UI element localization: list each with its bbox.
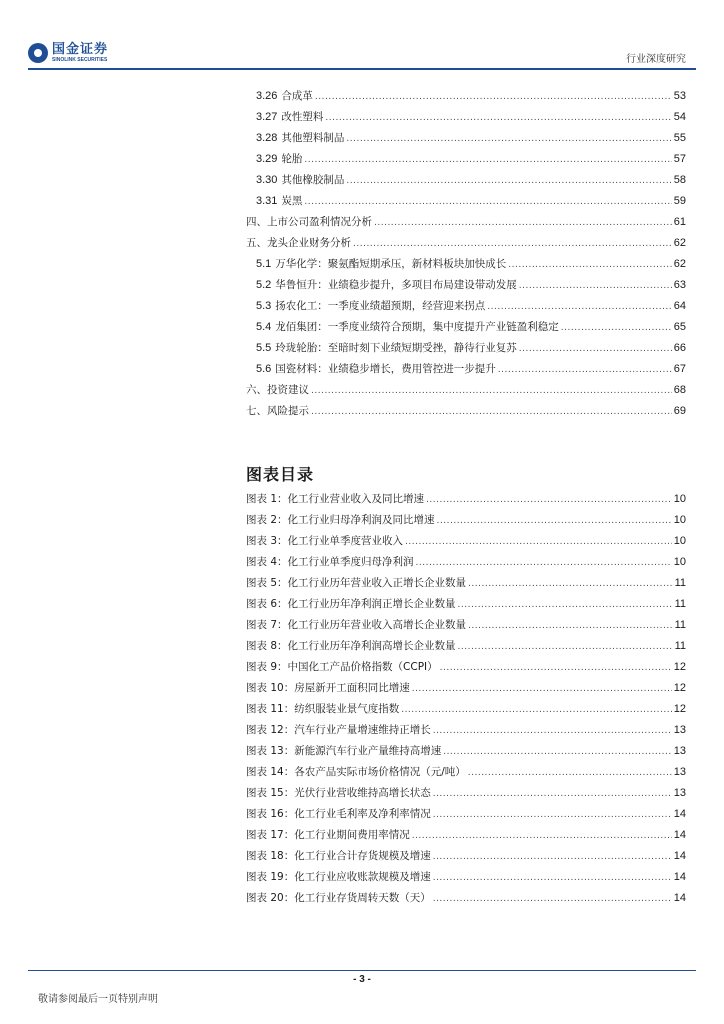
- figure-entry-title: [246, 848, 431, 863]
- toc-entry-title: [256, 340, 517, 355]
- toc-entry[interactable]: [246, 151, 686, 172]
- toc-entry-number: 3.28: [256, 132, 278, 144]
- figure-entry[interactable]: [246, 491, 686, 512]
- figure-entry[interactable]: [246, 554, 686, 575]
- dot-leader: [433, 787, 672, 799]
- page-reference: 11: [674, 640, 686, 652]
- figure-entry[interactable]: [246, 785, 686, 806]
- dot-leader: [443, 745, 672, 757]
- toc-entry-text: 玲珑轮胎：至暗时刻下业绩短期受挫，静待行业复苏: [275, 342, 517, 354]
- page-reference: 59: [673, 195, 686, 207]
- page-reference: 10: [673, 556, 686, 568]
- figure-entry-label: 图表 4：: [246, 556, 288, 568]
- figure-entry-title: [246, 491, 424, 506]
- page-reference: 10: [673, 535, 686, 547]
- logo-icon: [28, 43, 48, 63]
- figure-entry[interactable]: [246, 827, 686, 848]
- page-reference: 58: [673, 174, 686, 186]
- page-reference: 11: [674, 577, 686, 589]
- figure-entry-title: [246, 659, 438, 674]
- figure-entry-text: 化工行业历年营业收入高增长企业数量: [287, 619, 467, 631]
- page-reference: 61: [673, 216, 686, 228]
- dot-leader: [346, 174, 671, 186]
- page-reference: 11: [674, 619, 686, 631]
- dot-leader: [426, 493, 672, 505]
- figure-entry-label: 图表 14：: [246, 766, 295, 778]
- figure-entry[interactable]: [246, 680, 686, 701]
- page-reference: 13: [673, 745, 686, 757]
- page-reference: 10: [673, 493, 686, 505]
- toc-entry-number: 5.2: [256, 279, 272, 291]
- figure-entry-title: [246, 764, 466, 779]
- figure-entry[interactable]: [246, 701, 686, 722]
- page-reference: 57: [673, 153, 686, 165]
- page-reference: 67: [673, 363, 686, 375]
- toc-entry[interactable]: [246, 361, 686, 382]
- toc-entry[interactable]: [246, 277, 686, 298]
- figure-entry-label: 图表 20：: [246, 892, 295, 904]
- toc-entry-title: [256, 151, 302, 166]
- dot-leader: [311, 405, 672, 417]
- company-logo: [28, 40, 108, 66]
- figure-entry-label: 图表 8：: [246, 640, 288, 652]
- dot-leader: [325, 111, 671, 123]
- toc-entry-title: [256, 193, 302, 208]
- figure-entry[interactable]: [246, 869, 686, 890]
- figure-entry-text: 化工行业合计存货规模及增速: [294, 850, 431, 862]
- figure-entry-text: 房屋新开工面积同比增速: [294, 682, 410, 694]
- page-reference: 55: [673, 132, 686, 144]
- figure-entry-text: 化工行业应收账款规模及增速: [294, 871, 431, 883]
- toc-entry-title: [246, 382, 309, 397]
- figures-list: [246, 491, 686, 911]
- figure-entry-text: 化工行业历年营业收入正增长企业数量: [287, 577, 467, 589]
- figure-entry[interactable]: [246, 743, 686, 764]
- figure-entry-text: 化工行业归母净利润及同比增速: [287, 514, 435, 526]
- dot-leader: [304, 195, 671, 207]
- toc-entry-title: [256, 277, 517, 292]
- dot-leader: [440, 661, 672, 673]
- toc-entry-text: 炭黑: [281, 195, 303, 207]
- page-reference: 54: [673, 111, 686, 123]
- dot-leader: [405, 535, 672, 547]
- figures-list-title: 图表目录: [246, 465, 315, 484]
- toc-entry-title: [256, 109, 323, 124]
- figure-entry-text: 化工行业毛利率及净利率情况: [294, 808, 431, 820]
- dot-leader: [433, 871, 672, 883]
- toc-entry[interactable]: [246, 235, 686, 256]
- dot-leader: [433, 808, 672, 820]
- logo-english-name: SINOLINK SECURITIES: [52, 57, 108, 63]
- figure-entry-text: 新能源汽车行业产量维持高增速: [294, 745, 442, 757]
- figure-entry[interactable]: [246, 512, 686, 533]
- report-type: 行业深度研究: [626, 54, 686, 65]
- page-reference: 14: [673, 850, 686, 862]
- figure-entry-title: [246, 533, 403, 548]
- dot-leader: [458, 640, 673, 652]
- toc-entry-title: [256, 298, 485, 313]
- figure-entry-label: 图表 15：: [246, 787, 295, 799]
- dot-leader: [416, 556, 672, 568]
- page-reference: 53: [673, 90, 686, 102]
- toc-entry-number: 3.26: [256, 90, 278, 102]
- dot-leader: [346, 132, 671, 144]
- toc-entry-title: [256, 256, 506, 271]
- toc-entry-title: [246, 403, 309, 418]
- toc-entry[interactable]: [246, 319, 686, 340]
- page-reference: 69: [673, 405, 686, 417]
- toc-entry-text: 国瓷材料：业绩稳步增长，费用管控进一步提升: [275, 363, 496, 375]
- toc-entry-text: 万华化学：聚氨酯短期承压，新材料板块加快成长: [275, 258, 507, 270]
- figure-entry-title: [246, 890, 431, 905]
- table-of-contents: [246, 88, 686, 424]
- toc-entry[interactable]: [246, 214, 686, 235]
- figure-entry-text: 中国化工产品价格指数（CCPI）: [287, 661, 438, 673]
- toc-entry[interactable]: [246, 109, 686, 130]
- figure-entry-label: 图表 19：: [246, 871, 295, 883]
- toc-entry-title: [256, 319, 559, 334]
- toc-entry[interactable]: [246, 403, 686, 424]
- figure-entry-text: 光伏行业营收维持高增长状态: [294, 787, 431, 799]
- figure-entry-title: [246, 617, 466, 632]
- toc-entry[interactable]: [246, 256, 686, 277]
- figure-entry-label: 图表 7：: [246, 619, 288, 631]
- dot-leader: [498, 363, 672, 375]
- figure-entry[interactable]: [246, 638, 686, 659]
- figure-entry-title: [246, 512, 435, 527]
- figure-entry-title: [246, 743, 441, 758]
- dot-leader: [412, 829, 672, 841]
- toc-entry-title: [246, 235, 351, 250]
- toc-entry-number: 3.29: [256, 153, 278, 165]
- figure-entry-title: [246, 806, 431, 821]
- figure-entry-text: 纺织服装业景气度指数: [294, 703, 400, 715]
- figure-entry-text: 化工行业单季度营业收入: [287, 535, 404, 547]
- figure-entry-title: [246, 722, 431, 737]
- dot-leader: [468, 619, 673, 631]
- toc-entry[interactable]: [246, 193, 686, 214]
- dot-leader: [304, 153, 671, 165]
- page-reference: 14: [673, 808, 686, 820]
- toc-entry-title: [256, 361, 496, 376]
- page-header: [28, 40, 696, 66]
- toc-entry-text: 改性塑料: [281, 111, 324, 123]
- header-divider: [28, 68, 696, 70]
- toc-entry-text: 其他塑料制品: [281, 132, 345, 144]
- toc-entry-text: 其他橡胶制品: [281, 174, 345, 186]
- figure-entry-label: 图表 13：: [246, 745, 295, 757]
- toc-entry-title: [256, 172, 344, 187]
- page-reference: 66: [673, 342, 686, 354]
- figure-entry-text: 汽车行业产量增速维持正增长: [294, 724, 431, 736]
- page-reference: 10: [673, 514, 686, 526]
- page-reference: 14: [673, 829, 686, 841]
- toc-entry[interactable]: [246, 298, 686, 319]
- toc-entry-text: 七、风险提示: [246, 405, 309, 417]
- figure-entry[interactable]: [246, 533, 686, 554]
- page-reference: 12: [673, 661, 686, 673]
- figure-entry-title: [246, 596, 456, 611]
- figure-entry-label: 图表 5：: [246, 577, 288, 589]
- figure-entry-title: [246, 785, 431, 800]
- figure-entry[interactable]: [246, 764, 686, 785]
- figure-entry-title: [246, 554, 414, 569]
- figure-entry[interactable]: [246, 848, 686, 869]
- toc-entry-text: 合成革: [281, 90, 313, 102]
- page-reference: 13: [673, 724, 686, 736]
- figure-entry-label: 图表 10：: [246, 682, 295, 694]
- dot-leader: [374, 216, 672, 228]
- page-reference: 14: [673, 892, 686, 904]
- figure-entry-text: 化工行业历年净利润正增长企业数量: [287, 598, 456, 610]
- figure-entry-title: [246, 869, 431, 884]
- figure-entry-title: [246, 680, 410, 695]
- toc-entry[interactable]: [246, 88, 686, 109]
- figure-entry-title: [246, 575, 466, 590]
- dot-leader: [433, 892, 672, 904]
- toc-entry-number: 5.4: [256, 321, 272, 333]
- figure-entry-text: 化工行业期间费用率情况: [294, 829, 410, 841]
- page-reference: 62: [673, 258, 686, 270]
- figure-entry-label: 图表 2：: [246, 514, 288, 526]
- toc-entry-text: 五、龙头企业财务分析: [246, 237, 351, 249]
- page-reference: 12: [673, 682, 686, 694]
- footer-divider: [28, 970, 696, 971]
- page-reference: 13: [673, 787, 686, 799]
- dot-leader: [458, 598, 673, 610]
- figure-entry-label: 图表 16：: [246, 808, 295, 820]
- figure-entry-label: 图表 18：: [246, 850, 295, 862]
- figure-entry-label: 图表 17：: [246, 829, 295, 841]
- toc-entry-text: 扬农化工：一季度业绩超预期，经营迎来拐点: [275, 300, 486, 312]
- dot-leader: [412, 682, 672, 694]
- dot-leader: [311, 384, 672, 396]
- toc-entry-text: 龙佰集团：一季度业绩符合预期，集中度提升产业链盈利稳定: [275, 321, 559, 333]
- figure-entry-label: 图表 9：: [246, 661, 288, 673]
- toc-entry[interactable]: [246, 172, 686, 193]
- dot-leader: [468, 577, 673, 589]
- figure-entry[interactable]: [246, 806, 686, 827]
- dot-leader: [353, 237, 672, 249]
- page-reference: 63: [673, 279, 686, 291]
- figure-entry-text: 化工行业历年净利润高增长企业数量: [287, 640, 456, 652]
- toc-entry-text: 六、投资建议: [246, 384, 309, 396]
- toc-entry-number: 3.27: [256, 111, 278, 123]
- figure-entry-label: 图表 12：: [246, 724, 295, 736]
- figure-entry[interactable]: [246, 596, 686, 617]
- figure-entry-text: 各农产品实际市场价格情况（元/吨）: [294, 766, 466, 778]
- toc-entry-text: 四、上市公司盈利情况分析: [246, 216, 372, 228]
- figure-entry-label: 图表 6：: [246, 598, 288, 610]
- toc-entry[interactable]: [246, 382, 686, 403]
- figure-entry-text: 化工行业单季度归母净利润: [287, 556, 414, 568]
- toc-entry[interactable]: [246, 340, 686, 361]
- page-number: - 3 -: [353, 974, 371, 985]
- dot-leader: [437, 514, 672, 526]
- dot-leader: [519, 342, 672, 354]
- figure-entry-label: 图表 11：: [246, 703, 295, 715]
- toc-entry-text: 轮胎: [281, 153, 303, 165]
- page-reference: 12: [673, 703, 686, 715]
- dot-leader: [561, 321, 672, 333]
- dot-leader: [315, 90, 672, 102]
- dot-leader: [508, 258, 671, 270]
- dot-leader: [433, 850, 672, 862]
- toc-entry-number: 5.6: [256, 363, 272, 375]
- toc-entry-number: 5.1: [256, 258, 272, 270]
- dot-leader: [487, 300, 671, 312]
- toc-entry-title: [246, 214, 372, 229]
- page-reference: 65: [673, 321, 686, 333]
- toc-entry-number: 3.31: [256, 195, 278, 207]
- dot-leader: [468, 766, 672, 778]
- figure-entry[interactable]: [246, 575, 686, 596]
- page-reference: 68: [673, 384, 686, 396]
- disclaimer-text: 敬请参阅最后一页特别声明: [38, 994, 158, 1005]
- dot-leader: [401, 703, 672, 715]
- page-reference: 11: [674, 598, 686, 610]
- toc-entry-number: 5.3: [256, 300, 272, 312]
- figure-entry[interactable]: [246, 659, 686, 680]
- toc-entry-title: [256, 88, 313, 103]
- figure-entry[interactable]: [246, 722, 686, 743]
- figure-entry-title: [246, 638, 456, 653]
- toc-entry-number: 5.5: [256, 342, 272, 354]
- figure-entry-title: [246, 701, 399, 716]
- page-reference: 13: [673, 766, 686, 778]
- figure-entry-label: 图表 3：: [246, 535, 288, 547]
- figure-entry-text: 化工行业营业收入及同比增速: [287, 493, 425, 505]
- dot-leader: [519, 279, 672, 291]
- figure-entry[interactable]: [246, 617, 686, 638]
- page-reference: 64: [673, 300, 686, 312]
- toc-entry-title: [256, 130, 344, 145]
- figure-entry-title: [246, 827, 410, 842]
- dot-leader: [433, 724, 672, 736]
- toc-entry-text: 华鲁恒升：业绩稳步提升，多项目布局建设带动发展: [275, 279, 517, 291]
- figure-entry-label: 图表 1：: [246, 493, 288, 505]
- toc-entry-number: 3.30: [256, 174, 278, 186]
- toc-entry[interactable]: [246, 130, 686, 151]
- page-reference: 62: [673, 237, 686, 249]
- figure-entry[interactable]: [246, 890, 686, 911]
- page-reference: 14: [673, 871, 686, 883]
- figure-entry-text: 化工行业存货周转天数（天）: [294, 892, 431, 904]
- logo-chinese-name: 国金证券: [52, 42, 109, 57]
